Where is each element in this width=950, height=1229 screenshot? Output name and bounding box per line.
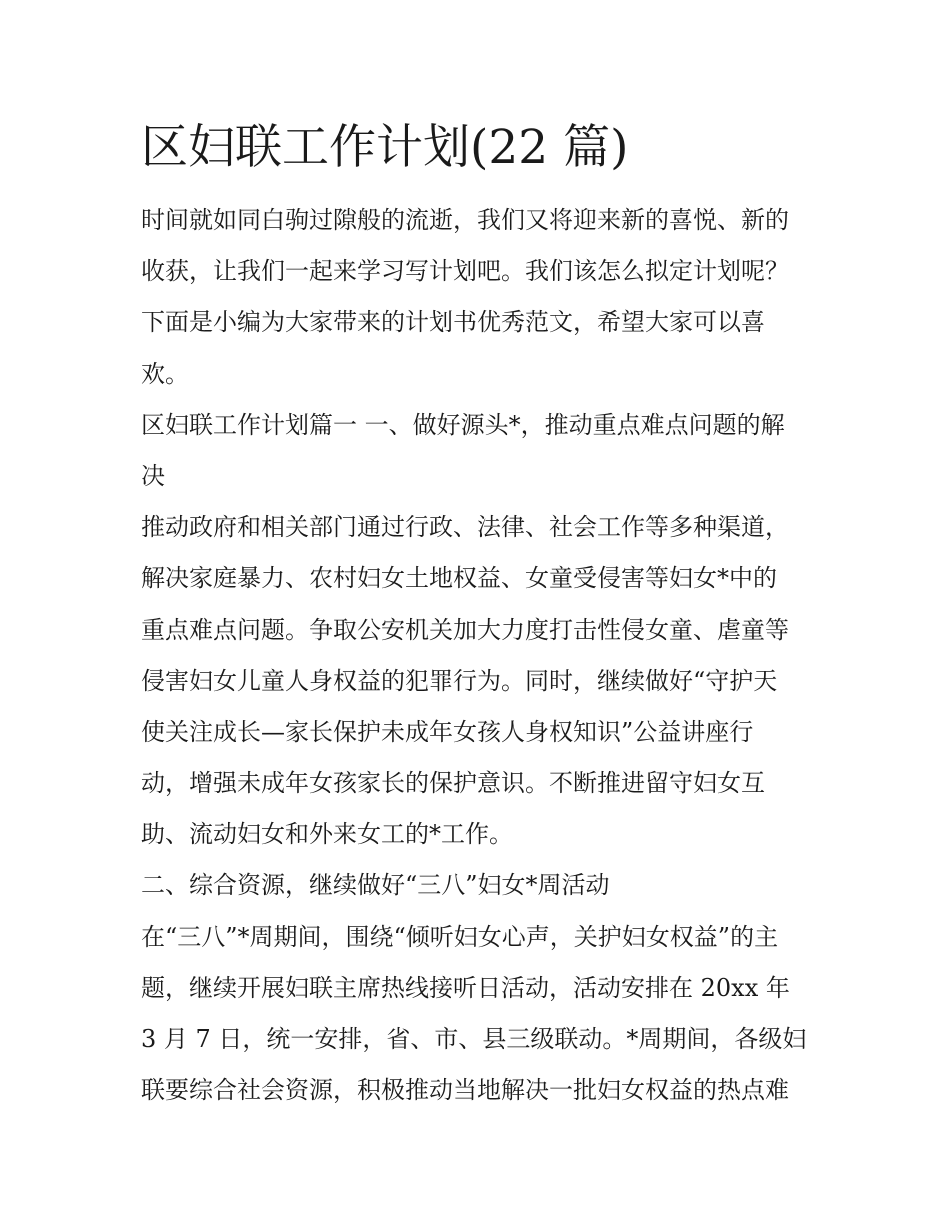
body-line: 侵害妇女儿童人身权益的犯罪行为。同时，继续做好“守护天 (141, 666, 778, 695)
body-line: 助、流动妇女和外来女工的*工作。 (141, 820, 513, 849)
document-title: 区妇联工作计划(22 篇) (141, 120, 629, 175)
body-line: 动，增强未成年女孩家长的保护意识。不断推进留守妇女互 (141, 769, 765, 798)
body-line: 重点难点问题。争取公安机关加大力度打击性侵女童、虐童等 (141, 615, 789, 644)
body-line: 联要综合社会资源，积极推动当地解决一批妇女权益的热点难 (141, 1076, 789, 1105)
body-line: 题，继续开展妇联主席热线接听日活动，活动安排在 20xx 年 (141, 973, 790, 1002)
body-line: 推动政府和相关部门通过行政、法律、社会工作等多种渠道， (141, 513, 789, 542)
section-heading-line: 决 (141, 461, 165, 490)
body-line: 下面是小编为大家带来的计划书优秀范文，希望大家可以喜 (141, 308, 765, 337)
section-heading-line: 区妇联工作计划篇一 一、做好源头*，推动重点难点问题的解 (141, 410, 785, 439)
body-line: 使关注成长—家长保护未成年女孩人身权知识”公益讲座行 (141, 717, 754, 746)
section-heading-line: 二、综合资源，继续做好“三八”妇女*周活动 (141, 871, 610, 900)
body-line: 收获，让我们一起来学习写计划吧。我们该怎么拟定计划呢？ (141, 257, 789, 286)
body-line: 3 月 7 日，统一安排，省、市、县三级联动。*周期间，各级妇 (141, 1025, 807, 1053)
document-body (141, 195, 821, 1116)
body-line: 在“三八”*周期间，围绕“倾听妇女心声，关护妇女权益”的主 (141, 922, 779, 951)
body-line: 解决家庭暴力、农村妇女土地权益、女童受侵害等妇女*中的 (141, 564, 777, 593)
body-line: 时间就如同白驹过隙般的流逝，我们又将迎来新的喜悦、新的 (141, 206, 789, 234)
body-line: 欢。 (141, 359, 189, 388)
